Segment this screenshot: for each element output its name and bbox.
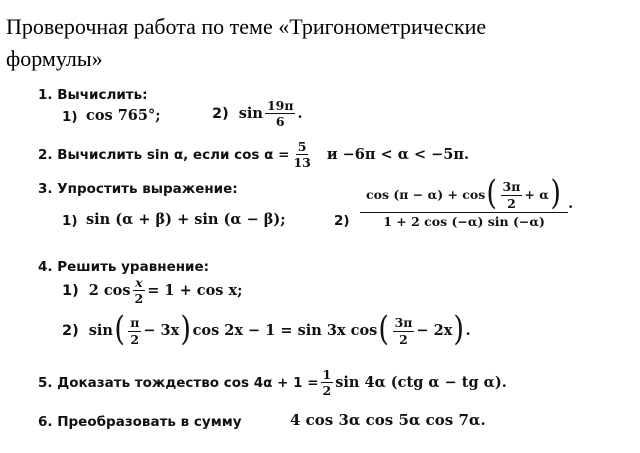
fraction-numerator: 3π bbox=[394, 315, 413, 331]
fraction-denominator: 2 bbox=[134, 291, 144, 307]
left-paren: ( bbox=[486, 173, 498, 213]
fraction-numerator: π bbox=[130, 315, 140, 331]
fraction-denominator: 2 bbox=[322, 383, 332, 399]
task-6-expr: 4 cos 3α cos 5α cos 7α. bbox=[290, 411, 486, 429]
task-4-item-2-label: 2) bbox=[62, 323, 79, 339]
page-title-line-2: формулы» bbox=[6, 46, 103, 71]
task-1-heading: 1. Вычислить: bbox=[38, 87, 148, 103]
task-5 bbox=[38, 368, 507, 397]
fraction-numerator: 19π bbox=[266, 98, 294, 113]
right-paren: ) bbox=[550, 173, 561, 213]
big-fraction-numerator bbox=[360, 173, 568, 213]
right-paren: ) bbox=[453, 309, 465, 349]
task-2-text: 2. Вычислить sin α, если cos α = bbox=[38, 146, 290, 163]
task-1-item-2 bbox=[212, 99, 303, 128]
task-4-item-2-mid: cos 2x − 1 = sin 3x cos bbox=[192, 322, 378, 339]
task-3-item-2-end: . bbox=[568, 195, 574, 213]
right-paren: ) bbox=[180, 309, 192, 349]
task-1-item-2-fn: sin bbox=[238, 104, 263, 122]
inner-tail: + α bbox=[524, 187, 549, 203]
big-fraction-denominator: 1 + 2 cos (−α) sin (−α) bbox=[383, 214, 545, 229]
task-1-item-2-fraction bbox=[265, 99, 296, 128]
task-3-item-1-expr: sin (α + β) + sin (α − β); bbox=[86, 211, 286, 228]
inner-fraction bbox=[501, 180, 523, 209]
fraction-numerator: x bbox=[135, 275, 143, 290]
task-4-heading: 4. Решить уравнение: bbox=[38, 259, 210, 275]
task-2 bbox=[38, 140, 469, 169]
task-4-item-1 bbox=[62, 276, 242, 305]
task-4-item-2-tail-2: − 2x bbox=[416, 322, 453, 339]
task-1-item-1-expr: cos 765°; bbox=[86, 107, 161, 124]
task-1-item-2-end: . bbox=[297, 104, 303, 122]
fraction-denominator: 13 bbox=[293, 155, 311, 171]
task-1-item-1-label: 1) bbox=[62, 109, 78, 125]
task-4-item-2-fraction-1 bbox=[128, 316, 141, 345]
fraction-denominator: 2 bbox=[507, 195, 516, 211]
left-paren: ( bbox=[114, 309, 125, 349]
fraction-numerator: 5 bbox=[297, 139, 307, 154]
numerator-left: cos (π − α) + cos bbox=[366, 187, 486, 203]
page-title-line-1: Проверочная работа по теме «Тригонометрические bbox=[6, 14, 487, 39]
fraction-denominator: 2 bbox=[130, 331, 140, 347]
task-3-heading: 3. Упростить выражение: bbox=[38, 181, 238, 197]
task-4-item-1-label: 1) bbox=[62, 282, 79, 299]
task-4-item-2-end: . bbox=[465, 322, 471, 339]
task-2-condition: и −6π < α < −5π. bbox=[326, 145, 470, 163]
left-paren: ( bbox=[378, 309, 390, 349]
fraction-numerator: 1 bbox=[322, 367, 332, 382]
task-4-item-1-post: = 1 + cos x; bbox=[147, 281, 243, 299]
task-3-item-2-expr bbox=[360, 173, 574, 229]
fraction-denominator: 2 bbox=[399, 331, 408, 347]
task-3-big-fraction bbox=[360, 173, 568, 229]
task-4-item-1-pre: 2 cos bbox=[88, 281, 131, 299]
fraction-numerator: 3π bbox=[502, 179, 521, 195]
task-4-item-1-fraction bbox=[133, 276, 146, 305]
task-2-fraction bbox=[291, 140, 312, 169]
task-3-item-1-label: 1) bbox=[62, 213, 78, 229]
task-5-tail: sin 4α (ctg α − tg α). bbox=[335, 373, 507, 391]
task-4-item-2-fraction-2 bbox=[393, 316, 415, 345]
task-4-item-2 bbox=[62, 309, 471, 349]
task-6-text: 6. Преобразовать в сумму bbox=[38, 414, 242, 430]
task-5-text: 5. Доказать тождество cos 4α + 1 = bbox=[38, 374, 319, 391]
task-5-fraction bbox=[321, 368, 334, 397]
task-1-item-2-label: 2) bbox=[212, 105, 229, 122]
task-4-item-2-fn: sin bbox=[88, 322, 113, 339]
task-4-item-2-tail-1: − 3x bbox=[143, 322, 180, 339]
task-3-item-2-label: 2) bbox=[334, 213, 350, 229]
fraction-denominator: 6 bbox=[275, 114, 285, 130]
